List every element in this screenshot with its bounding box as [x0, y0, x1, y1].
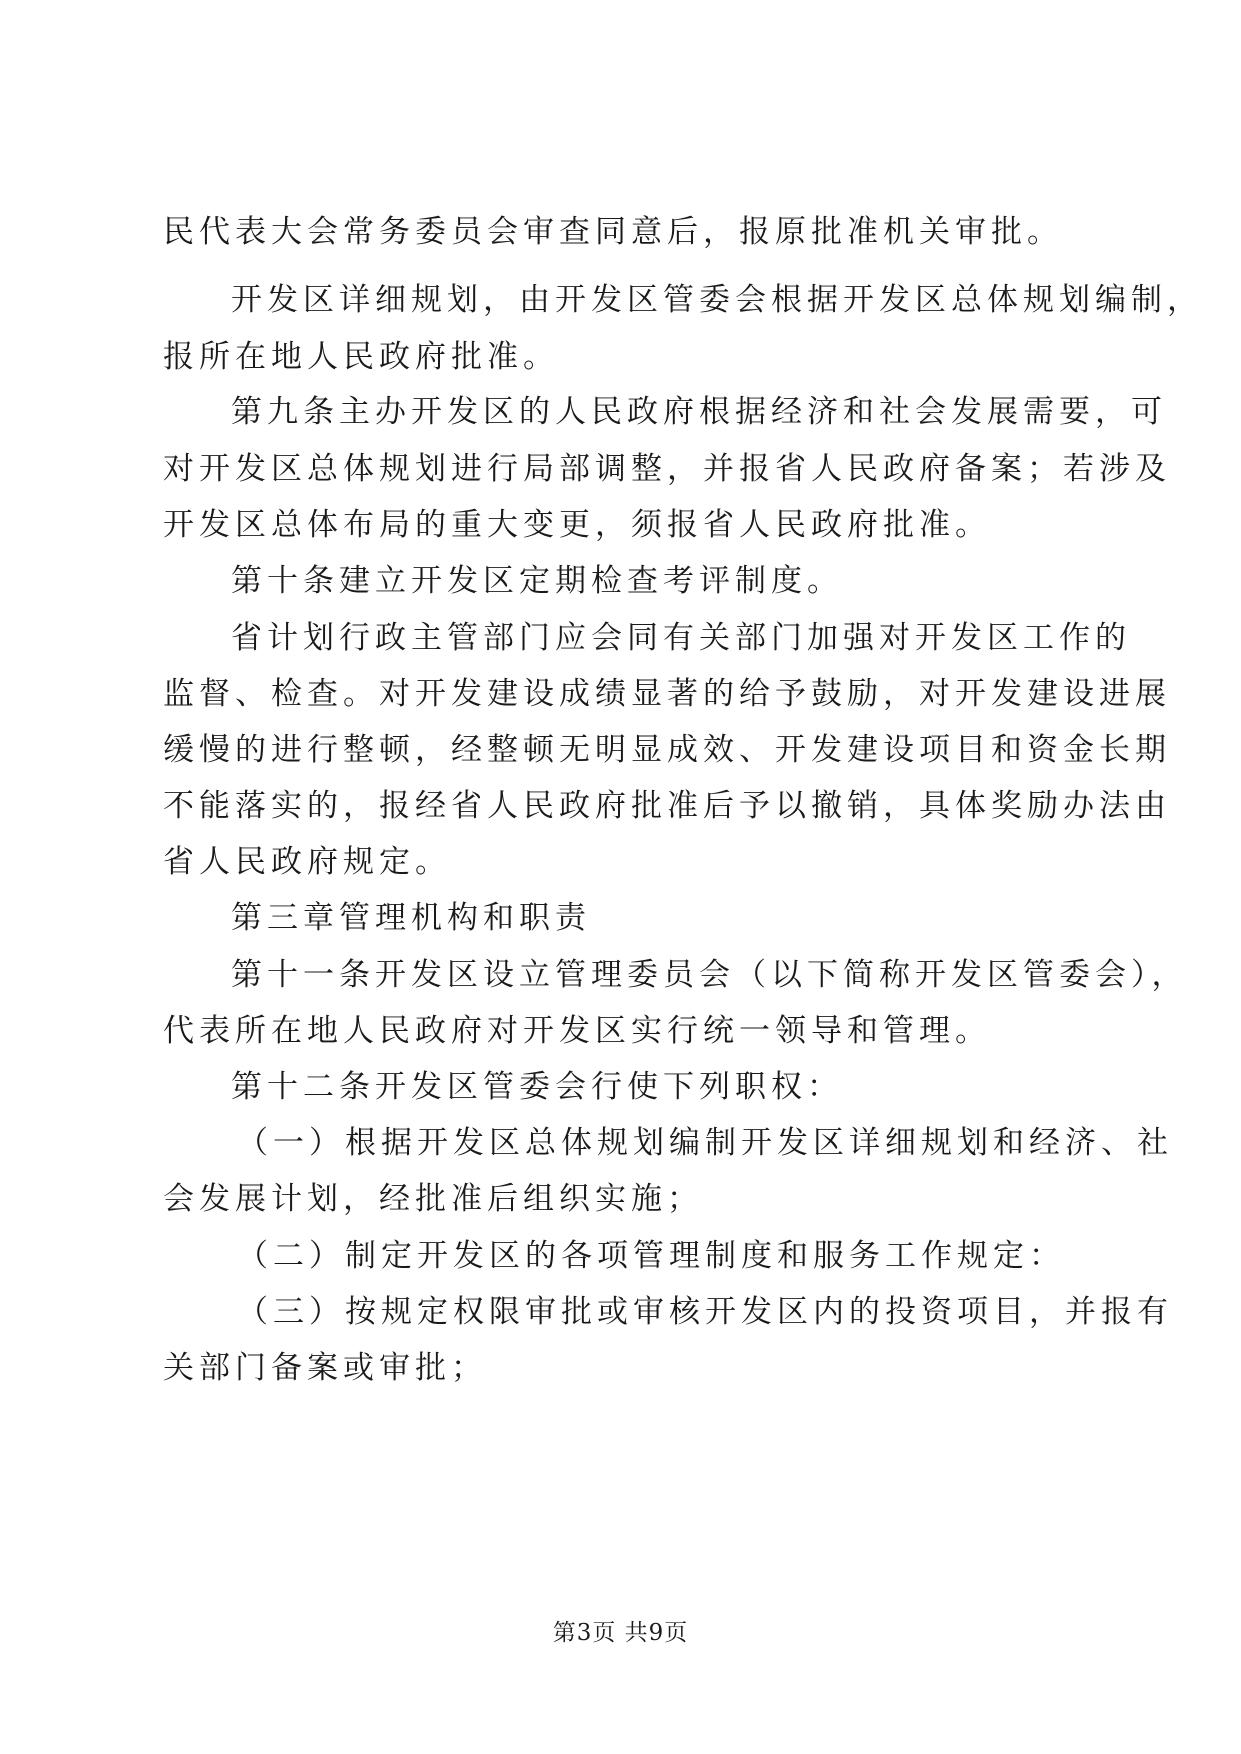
text-line: 不能落实的，报经省人民政府批准后予以撤销，具体奖励办法由 [163, 788, 1171, 824]
text-line: 第十二条开发区管委会行使下列职权： [231, 1069, 843, 1105]
text-line: 会发展计划，经批准后组织实施； [163, 1181, 703, 1217]
text-line: （一）根据开发区总体规划编制开发区详细规划和经济、社 [237, 1125, 1173, 1161]
text-line: 开发区总体布局的重大变更，须报省人民政府批准。 [163, 507, 991, 543]
text-line: 缓慢的进行整顿，经整顿无明显成效、开发建设项目和资金长期 [163, 732, 1171, 768]
text-line: 关部门备案或审批； [163, 1350, 487, 1386]
text-line: 对开发区总体规划进行局部调整，并报省人民政府备案；若涉及 [163, 451, 1171, 487]
text-line: 第十一条开发区设立管理委员会（以下简称开发区管委会）， [231, 957, 1188, 993]
text-line: 民代表大会常务委员会审查同意后，报原批准机关审批。 [163, 214, 1063, 250]
text-line: 监督、检查。对开发建设成绩显著的给予鼓励，对开发建设进展 [163, 676, 1171, 712]
text-line: （三）按规定权限审批或审核开发区内的投资项目，并报有 [237, 1294, 1173, 1330]
text-line: 第九条主办开发区的人民政府根据经济和社会发展需要，可 [231, 394, 1167, 430]
text-line: 第十条建立开发区定期检查考评制度。 [231, 563, 843, 599]
page-number-footer: 第3页 共9页 [552, 1620, 689, 1646]
chapter-heading: 第三章管理机构和职责 [231, 900, 591, 936]
text-line: （二）制定开发区的各项管理制度和服务工作规定： [237, 1238, 1065, 1274]
text-line: 代表所在地人民政府对开发区实行统一领导和管理。 [163, 1013, 991, 1049]
text-line: 省计划行政主管部门应会同有关部门加强对开发区工作的 [231, 620, 1131, 656]
text-line: 省人民政府规定。 [163, 844, 451, 880]
text-line: 开发区详细规划，由开发区管委会根据开发区总体规划编制， [231, 282, 1203, 318]
text-line: 报所在地人民政府批准。 [163, 339, 559, 375]
